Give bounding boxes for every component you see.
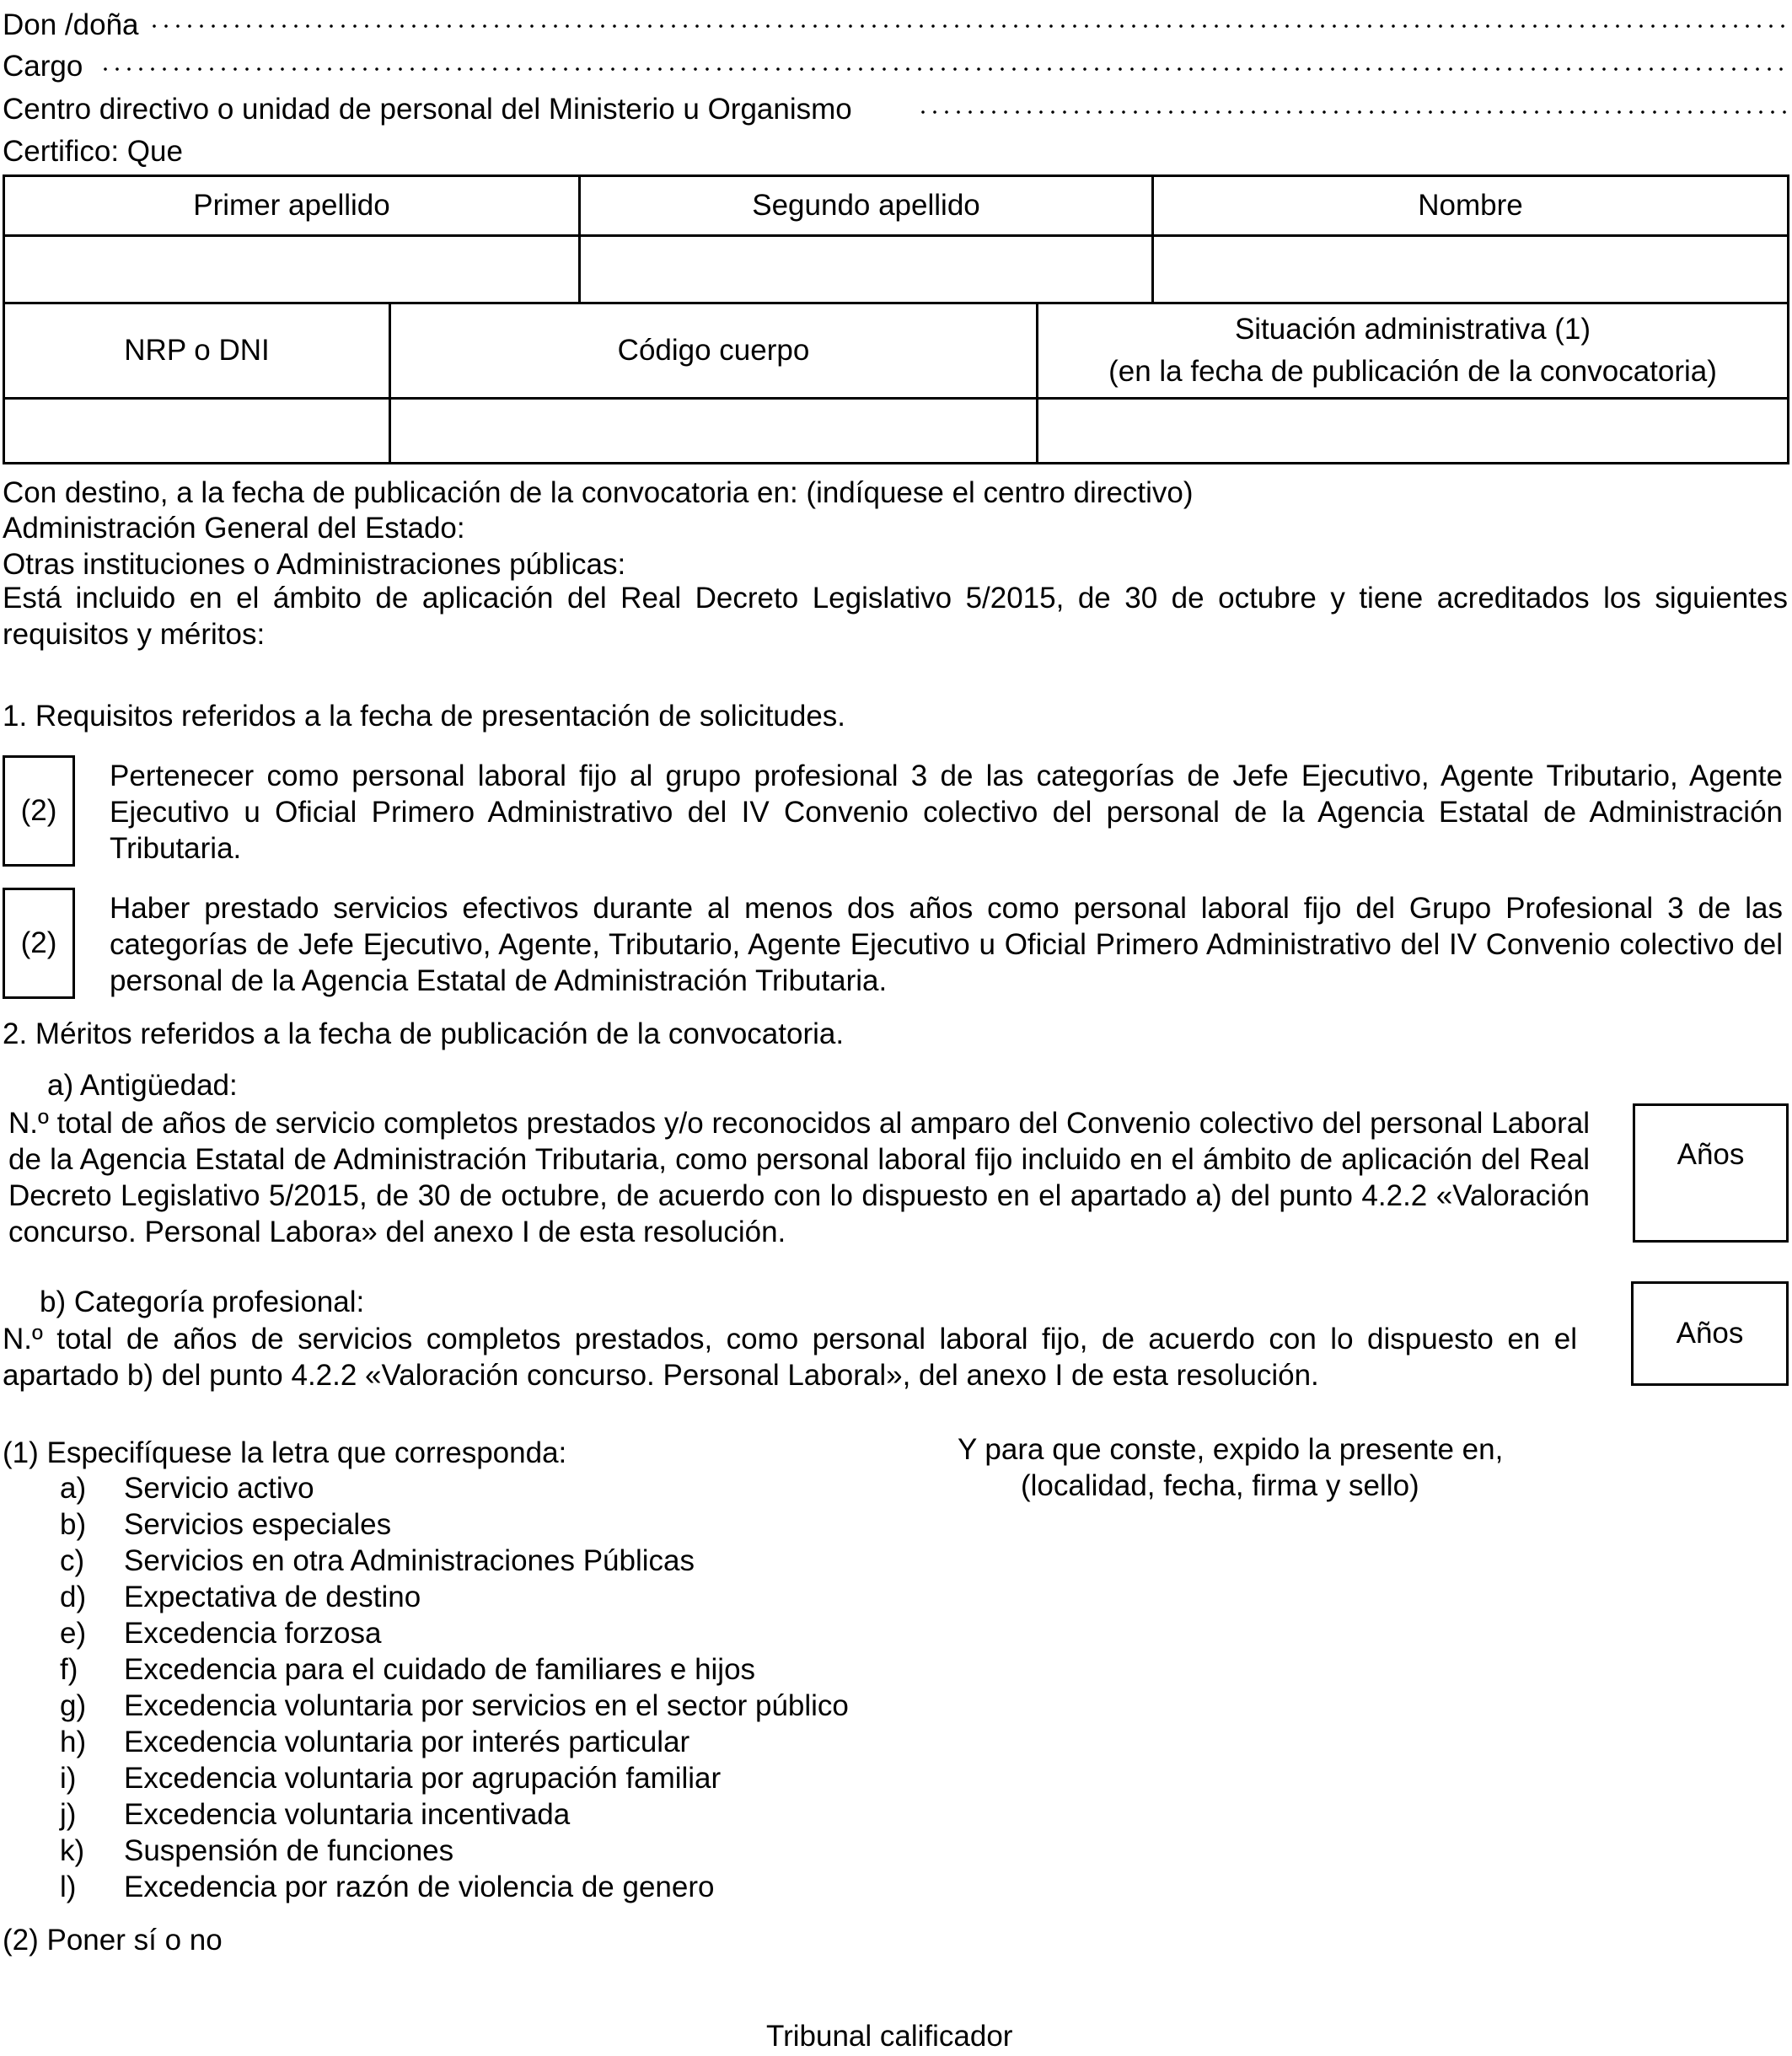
header-nrp-dni xyxy=(3,302,391,400)
note-option-label: Suspensión de funciones xyxy=(124,1834,454,1867)
note-option-letter: b) xyxy=(60,1508,87,1541)
note-option-letter: i) xyxy=(60,1762,77,1795)
note-option-item xyxy=(60,1760,903,1796)
note-option-letter: a) xyxy=(60,1472,87,1505)
field-centro-directivo-dotted-line[interactable] xyxy=(917,110,1787,114)
label-centro-directivo: Centro directivo o unidad de personal del Ministerio u Organismo xyxy=(3,93,852,126)
checkbox-requisito-2[interactable] xyxy=(3,888,75,999)
checkbox-requisito-2-mark: (2) xyxy=(20,926,57,959)
note-option-letter: h) xyxy=(60,1726,87,1758)
note-option-item xyxy=(60,1470,903,1506)
note-1-options-list xyxy=(60,1470,903,1908)
note-option-label: Excedencia para el cuidado de familiares e hijos xyxy=(124,1653,756,1686)
field-antiguedad-anos[interactable] xyxy=(1633,1103,1789,1243)
note-option-item xyxy=(60,1579,903,1615)
note-option-item xyxy=(60,1869,903,1905)
section-title-requisitos: 1. Requisitos referidos a la fecha de presentación de solicitudes. xyxy=(3,700,846,733)
header-codigo-cuerpo xyxy=(389,302,1038,400)
section-title-meritos: 2. Méritos referidos a la fecha de publicación de la convocatoria. xyxy=(3,1017,845,1050)
note-option-label: Servicios en otra Administraciones Públicas xyxy=(124,1544,695,1577)
note-option-letter: j) xyxy=(60,1798,77,1831)
text-categoria-profesional: N.º total de años de servicios completos prestados, como personal laboral fijo, de acuerdo con lo dispuesto en el apartado b) del punto 4.2.2 «Valoración concurso. Personal Laboral», del anexo I de esta resolución. xyxy=(3,1323,1577,1392)
input-situacion-administrativa[interactable] xyxy=(1036,397,1789,464)
note-option-item xyxy=(60,1796,903,1833)
field-categoria-anos[interactable] xyxy=(1631,1281,1789,1386)
note-2-text: (2) Poner sí o no xyxy=(3,1924,223,1957)
header-segundo-apellido-text: Segundo apellido xyxy=(752,189,980,222)
header-primer-apellido xyxy=(3,174,581,237)
subtitle-categoria-profesional: b) Categoría profesional: xyxy=(40,1286,365,1318)
header-situacion-line1: Situación administrativa (1) xyxy=(1234,313,1591,346)
input-primer-apellido[interactable] xyxy=(3,234,581,304)
label-certifico: Certifico: Que xyxy=(3,135,183,168)
note-option-item xyxy=(60,1506,903,1543)
header-segundo-apellido xyxy=(578,174,1154,237)
input-codigo-cuerpo[interactable] xyxy=(389,397,1038,464)
note-option-item xyxy=(60,1688,903,1724)
field-cargo-dotted-line[interactable] xyxy=(99,67,1787,71)
closing-line-1: Y para que conste, expido la presente en, xyxy=(958,1433,1504,1466)
note-option-label: Expectativa de destino xyxy=(124,1581,421,1613)
note-option-letter: d) xyxy=(60,1581,87,1613)
note-option-letter: c) xyxy=(60,1544,85,1577)
text-ambito-aplicacion: Está incluido en el ámbito de aplicación del Real Decreto Legislativo 5/2015, de 30 de octubre y tiene acreditados los siguientes requisitos y méritos: xyxy=(3,582,1788,651)
checkbox-requisito-1[interactable] xyxy=(3,755,75,867)
note-option-label: Excedencia voluntaria por agrupación familiar xyxy=(124,1762,722,1795)
note-option-label: Excedencia voluntaria por interés particular xyxy=(124,1726,690,1758)
label-cargo: Cargo xyxy=(3,50,83,83)
text-antiguedad: N.º total de años de servicio completos prestados y/o reconocidos al amparo del Convenio colectivo del personal Laboral de la Agencia Estatal de Administración Tributaria, como personal laboral fijo incluido en el ámbito de aplicación del Real Decreto Legislativo 5/2015, de 30 de octubre, de acuerdo con lo dispuesto en el apartado a) del punto 4.2.2 «Valoración concurso. Personal Labora» del anexo I de esta resolución. xyxy=(8,1107,1590,1248)
subtitle-antiguedad: a) Antigüedad: xyxy=(47,1069,238,1102)
header-codigo-cuerpo-text: Código cuerpo xyxy=(617,334,810,367)
label-otras-instituciones: Otras instituciones o Administraciones públicas: xyxy=(3,548,626,581)
header-nrp-dni-text: NRP o DNI xyxy=(124,334,270,367)
note-option-item xyxy=(60,1615,903,1651)
note-option-label: Excedencia voluntaria por servicios en el sector público xyxy=(124,1689,849,1722)
note-option-letter: g) xyxy=(60,1689,87,1722)
label-don-dona: Don /doña xyxy=(3,8,139,41)
closing-line-2: (localidad, fecha, firma y sello) xyxy=(1021,1469,1419,1502)
note-option-label: Excedencia voluntaria incentivada xyxy=(124,1798,571,1831)
header-nombre xyxy=(1151,174,1789,237)
note-option-letter: e) xyxy=(60,1617,87,1650)
field-categoria-anos-label: Años xyxy=(1676,1317,1744,1350)
note-option-letter: k) xyxy=(60,1834,85,1867)
note-option-letter: f) xyxy=(60,1653,78,1686)
header-situacion-administrativa xyxy=(1036,302,1789,400)
field-don-dona-dotted-line[interactable] xyxy=(148,24,1787,28)
note-option-item xyxy=(60,1724,903,1760)
note-option-label: Excedencia forzosa xyxy=(124,1617,382,1650)
note-option-item xyxy=(60,1651,903,1688)
input-nrp-dni[interactable] xyxy=(3,397,391,464)
input-segundo-apellido[interactable] xyxy=(578,234,1154,304)
note-option-label: Servicio activo xyxy=(124,1472,314,1505)
note-option-label: Excedencia por razón de violencia de genero xyxy=(124,1871,715,1903)
footer-tribunal-calificador: Tribunal calificador xyxy=(766,2020,1013,2053)
header-situacion-line2: (en la fecha de publicación de la convocatoria) xyxy=(1108,355,1717,388)
text-con-destino: Con destino, a la fecha de publicación de la convocatoria en: (indíquese el centro directivo) xyxy=(3,476,1194,509)
header-nombre-text: Nombre xyxy=(1418,189,1523,222)
text-requisito-2: Haber prestado servicios efectivos durante al menos dos años como personal laboral fijo del Grupo Profesional 3 de las categorías de Jefe Ejecutivo, Agente, Tributario, Agente Ejecutivo u Oficial Primero Administrativo del IV Convenio colectivo del personal de la Agencia Estatal de Administración Tributaria. xyxy=(110,892,1783,997)
label-administracion-general: Administración General del Estado: xyxy=(3,512,465,545)
text-requisito-1: Pertenecer como personal laboral fijo al grupo profesional 3 de las categorías de Jefe Ejecutivo, Agente Tributario, Agente Ejecutivo u Oficial Primero Administrativo del IV Convenio colectivo del personal de la Agencia Estatal de Administración Tributaria. xyxy=(110,760,1783,865)
field-antiguedad-anos-label: Años xyxy=(1677,1138,1745,1171)
note-option-item xyxy=(60,1833,903,1869)
note-option-letter: l) xyxy=(60,1871,77,1903)
checkbox-requisito-1-mark: (2) xyxy=(20,794,57,827)
note-option-label: Servicios especiales xyxy=(124,1508,392,1541)
note-1-title: (1) Especifíquese la letra que corresponda: xyxy=(3,1436,567,1469)
header-primer-apellido-text: Primer apellido xyxy=(193,189,390,222)
input-nombre[interactable] xyxy=(1151,234,1789,304)
note-option-item xyxy=(60,1543,903,1579)
